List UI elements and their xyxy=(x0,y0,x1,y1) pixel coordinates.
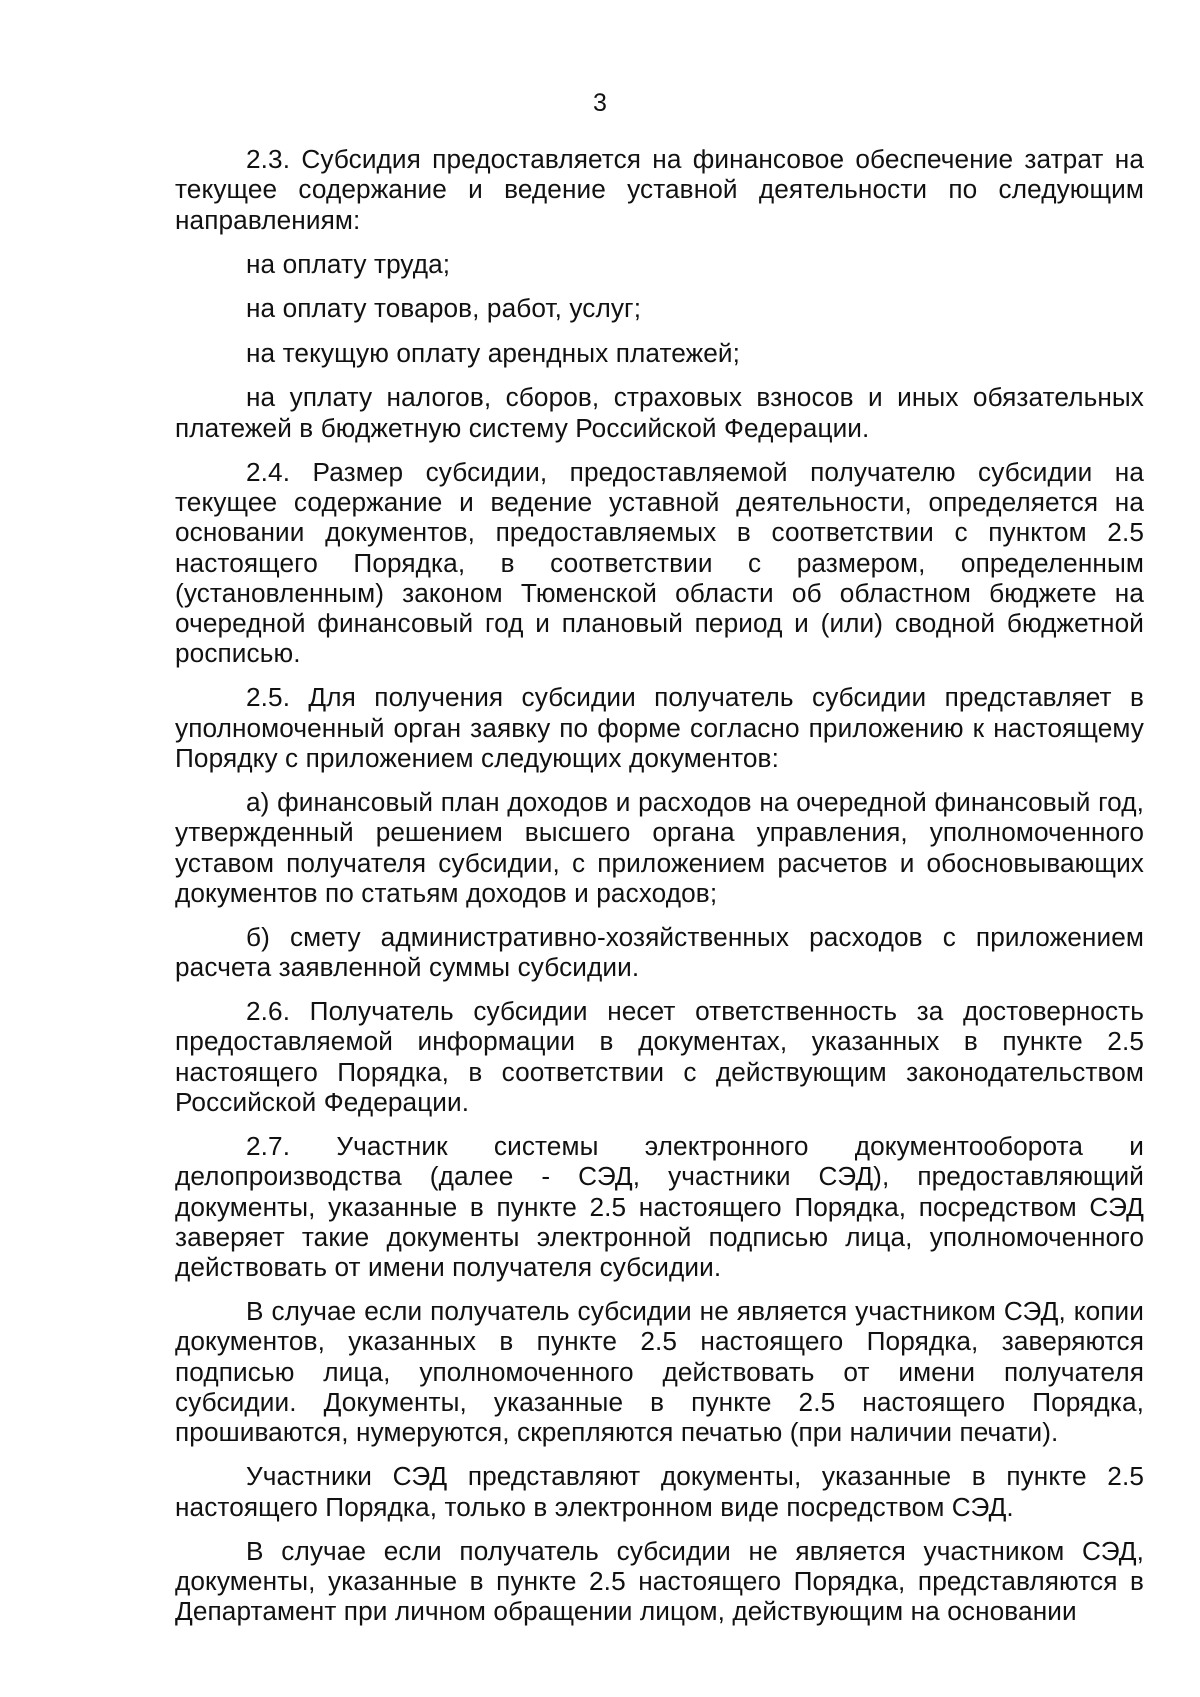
paragraph-2-5: 2.5. Для получения субсидии получатель субсидии представляет в уполномоченный орган заявку по форме согласно приложению к настоящему Порядку с приложением следующих документов: xyxy=(175,682,1144,773)
list-item-labor-payment: на оплату труда; xyxy=(246,248,451,279)
list-item-expense-estimate: б) смету административно-хозяйственных расходов с приложением расчета заявленной суммы субсидии. xyxy=(175,921,1144,983)
list-item-rent-payments: на текущую оплату арендных платежей; xyxy=(246,337,741,368)
paragraph-2-4: 2.4. Размер субсидии, предоставляемой получателю субсидии на текущее содержание и ведение уставной деятельности, определяется на основании документов, предоставляемых в соответствии с пунктом 2.5 настоящего Порядка, в соответствии с размером, определенным (установленным) законом Тюменской области об областном бюджете на очередной финансовый год и плановый период и (или) сводной бюджетной росписью. xyxy=(175,456,1144,669)
list-item-taxes-fees: на уплату налогов, сборов, страховых взносов и иных обязательных платежей в бюджетную систему Российской Федерации. xyxy=(175,382,1144,443)
document-body xyxy=(175,144,1144,1627)
paragraph-non-participant-copies: В случае если получатель субсидии не является участником СЭД, копии документов, указанных в пункте 2.5 настоящего Порядка, заверяются подписью лица, уполномоченного действовать от имени получателя субсидии. Документы, указанные в пункте 2.5 настоящего Порядка, прошиваются, нумеруются, скрепляются печатью (при наличии печати). xyxy=(175,1296,1144,1448)
list-item-financial-plan: а) финансовый план доходов и расходов на очередной финансовый год, утвержденный решением высшего органа управления, уполномоченного уставом получателя субсидии, с приложением расчетов и обосновывающих документов по статьям доходов и расходов; xyxy=(175,786,1144,908)
paragraph-2-7: 2.7. Участник системы электронного документооборота и делопроизводства (далее - СЭД, участники СЭД), предоставляющий документы, указанные в пункте 2.5 настоящего Порядка, посредством СЭД заверяет такие документы электронной подписью лица, уполномоченного действовать от имени получателя субсидии. xyxy=(175,1131,1144,1283)
list-item-goods-works-services: на оплату товаров, работ, услуг; xyxy=(246,293,642,324)
page-number: 3 xyxy=(593,89,607,117)
paragraph-2-3: 2.3. Субсидия предоставляется на финансовое обеспечение затрат на текущее содержание и ведение уставной деятельности по следующим направлениям: xyxy=(175,144,1144,235)
paragraph-participants-electronic: Участники СЭД представляют документы, указанные в пункте 2.5 настоящего Порядка, только в электронном виде посредством СЭД. xyxy=(175,1461,1144,1522)
paragraph-non-participant-submission: В случае если получатель субсидии не является участником СЭД, документы, указанные в пункте 2.5 настоящего Порядка, представляются в Департамент при личном обращении лицом, действующим на основании xyxy=(175,1535,1144,1627)
paragraph-2-6: 2.6. Получатель субсидии несет ответственность за достоверность предоставляемой информации в документах, указанных в пункте 2.5 настоящего Порядка, в соответствии с действующим законодательством Российской Федерации. xyxy=(175,996,1144,1118)
